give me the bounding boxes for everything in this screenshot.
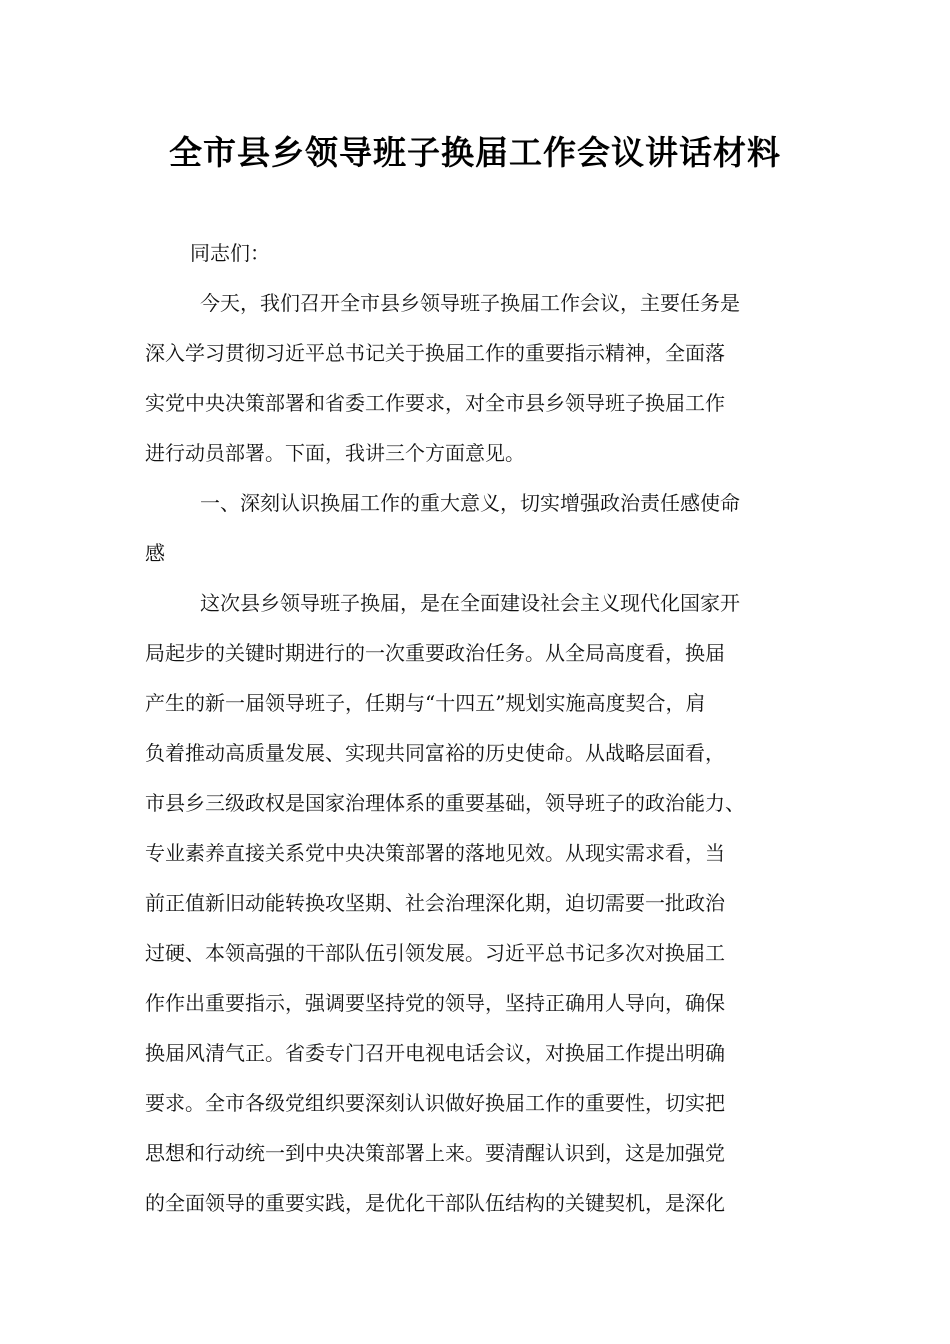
document-body: [145, 228, 810, 1228]
paragraph-line: 思想和行动统一到中央决策部署上来。要清醒认识到，这是加强党: [145, 1141, 725, 1165]
paragraph-line: 深入学习贯彻习近平总书记关于换届工作的重要指示精神，全面落: [145, 341, 725, 365]
paragraph-line: 前正值新旧动能转换攻坚期、社会治理深化期，迫切需要一批政治: [145, 891, 725, 915]
paragraph-line: 产生的新一届领导班子，任期与“十四五”规划实施高度契合，肩: [145, 691, 706, 715]
paragraph-line: 今天，我们召开全市县乡领导班子换届工作会议，主要任务是: [200, 291, 740, 315]
paragraph-line: 进行动员部署。下面，我讲三个方面意见。: [145, 441, 525, 465]
paragraph-line: 要求。全市各级党组织要深刻认识做好换届工作的重要性，切实把: [145, 1091, 725, 1115]
paragraph-line: 这次县乡领导班子换届，是在全面建设社会主义现代化国家开: [200, 591, 740, 615]
paragraph-line: 作作出重要指示，强调要坚持党的领导，坚持正确用人导向，确保: [145, 991, 725, 1015]
salutation-line: 同志们：: [190, 241, 270, 265]
document-title: 全市县乡领导班子换届工作会议讲话材料: [169, 133, 781, 172]
paragraph-line: 的全面领导的重要实践，是优化干部队伍结构的关键契机，是深化: [145, 1191, 725, 1215]
paragraph-line: 实党中央决策部署和省委工作要求，对全市县乡领导班子换届工作: [145, 391, 725, 415]
paragraph-line: 专业素养直接关系党中央决策部署的落地见效。从现实需求看，当: [145, 841, 725, 865]
paragraph-line: 过硬、本领高强的干部队伍引领发展。习近平总书记多次对换届工: [145, 941, 725, 965]
section-heading-line: 一、深刻认识换届工作的重大意义，切实增强政治责任感使命: [200, 491, 740, 515]
paragraph-line: 换届风清气正。省委专门召开电视电话会议，对换届工作提出明确: [145, 1041, 725, 1065]
paragraph-line: 负着推动高质量发展、实现共同富裕的历史使命。从战略层面看，: [145, 741, 725, 765]
section-heading-line: 感: [145, 541, 165, 565]
paragraph-line: 局起步的关键时期进行的一次重要政治任务。从全局高度看，换届: [145, 641, 725, 665]
paragraph-line: 市县乡三级政权是国家治理体系的重要基础，领导班子的政治能力、: [145, 791, 745, 815]
